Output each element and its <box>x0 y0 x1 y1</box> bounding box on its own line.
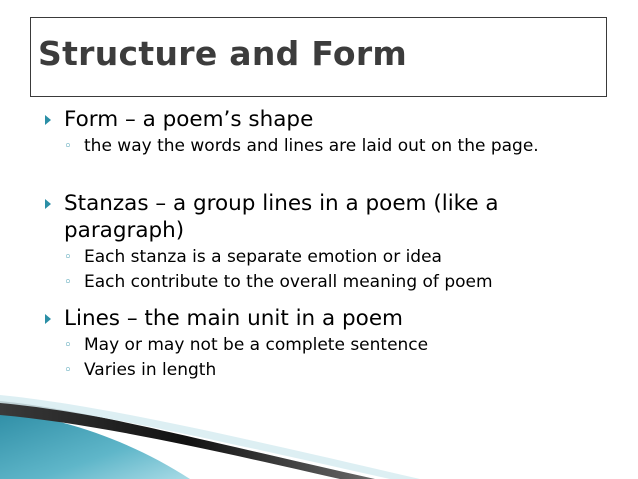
sub-bullet-dot: ◦ <box>64 139 72 154</box>
bullet-row <box>40 106 600 133</box>
sub-item <box>40 334 600 357</box>
sub-item <box>40 271 600 294</box>
sub-item-text: May or may not be a complete sentence <box>84 335 429 355</box>
sub-item <box>40 359 600 382</box>
sub-item <box>40 246 600 269</box>
bullet-item-stanzas <box>40 190 600 294</box>
sub-item-text: the way the words and lines are laid out on the page. <box>84 136 539 156</box>
sub-bullet-dot: ◦ <box>64 250 72 265</box>
bullet-text: Form – a poem’s shape <box>64 107 314 132</box>
sub-bullet-dot: ◦ <box>64 275 72 290</box>
bullet-text: Lines – the main unit in a poem <box>64 306 404 331</box>
bullet-item-form <box>40 106 600 158</box>
triangle-right-icon <box>45 199 51 209</box>
sub-item-text: Each stanza is a separate emotion or idea <box>84 247 442 267</box>
sub-item <box>40 135 554 158</box>
sub-item-text: Varies in length <box>84 360 217 380</box>
bullet-row <box>40 305 600 332</box>
triangle-right-icon <box>45 115 51 125</box>
triangle-right-icon <box>45 314 51 324</box>
title-box <box>30 17 607 97</box>
sub-item-text: Each contribute to the overall meaning of poem <box>84 272 493 292</box>
decorative-swoosh <box>0 395 638 479</box>
sub-bullet-dot: ◦ <box>64 363 72 378</box>
bullet-row <box>40 190 544 244</box>
bullet-item-lines <box>40 305 600 382</box>
slide-title: Structure and Form <box>38 34 408 73</box>
bullet-text: Stanzas – a group lines in a poem (like a paragraph) <box>64 191 499 243</box>
sub-bullet-dot: ◦ <box>64 338 72 353</box>
